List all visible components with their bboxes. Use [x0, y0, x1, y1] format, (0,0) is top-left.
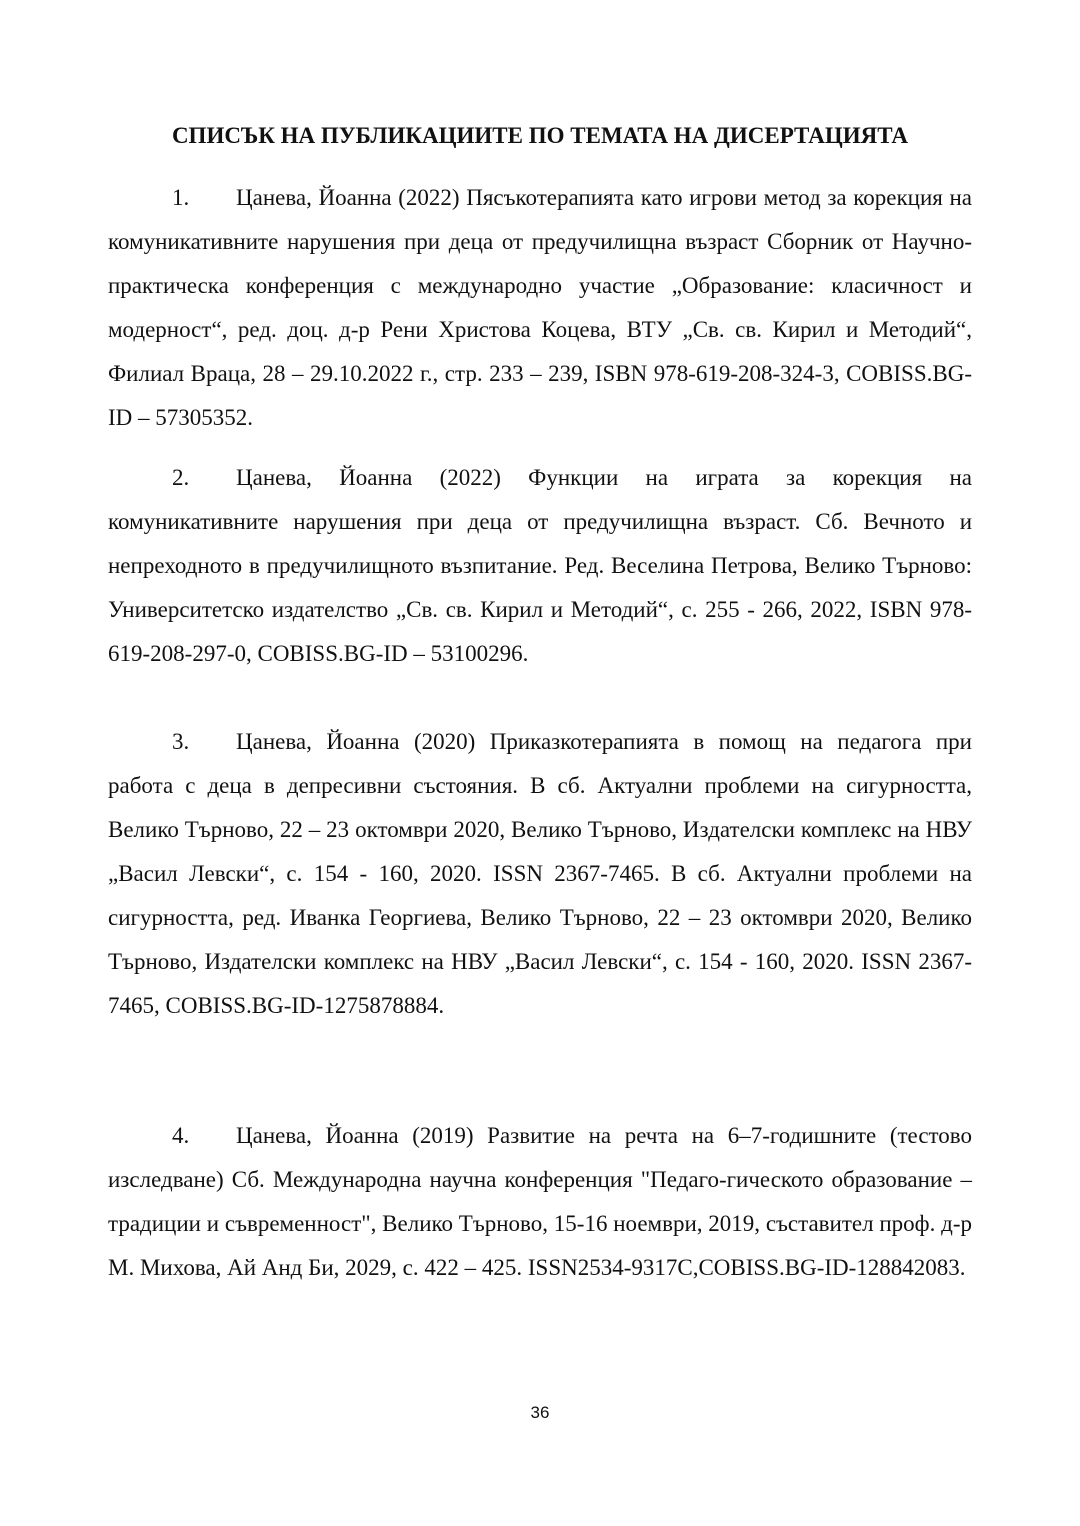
- publication-text-1: Цанева, Йоанна (2022) Пясъкотерапията като игрови метод за корекция на комуникативните нарушения при деца от предучилищна възраст Сборник от Научно-практическа конференция с международно участие „Образование: класичност и модерност“, ред. доц. д-р Рени Христова Коцева, ВТУ „Св. св. Кирил и Методий“, Филиал Враца, 28 – 29.10.2022 г., стр. 233 – 239, ISBN 978-619-208-324-3, COBISS.BG-ID – 57305352.: [108, 185, 972, 430]
- publication-number-1: 1.: [172, 185, 190, 210]
- publication-text-2: Цанева, Йоанна (2022) Функции на играта за корекция на комуникативните нарушения при деца от предучилищна възраст. Сб. Вечното и непреходното в предучилищното възпитание. Ред. Веселина Петрова, Велико Търново: Университетско издателство „Св. св. Кирил и Методий“, с. 255 - 266, 2022, ISBN 978-619-208-297-0, COBISS.BG-ID – 53100296.: [108, 465, 972, 666]
- publication-text-4: Цанева, Йоанна (2019) Развитие на речта на 6–7-годишните (тестово изследване) Сб. Международна научна конференция "Педаго-гическото образование – традиции и съвременност", Велико Търново, 15-16 ноември, 2019, съставител проф. д-р М. Михова, Ай Анд Би, 2029, с. 422 – 425. ISSN2534-9317С,COBISS.BG-ID-128842083.: [108, 1123, 972, 1280]
- publication-entry-4: [108, 1114, 972, 1290]
- publication-number-4: 4.: [172, 1123, 190, 1148]
- publication-entry-2: [108, 456, 972, 676]
- publication-number-2: 2.: [172, 465, 190, 490]
- page-title: СПИСЪК НА ПУБЛИКАЦИИТЕ ПО ТЕМАТА НА ДИСЕРТАЦИЯТА: [171, 123, 909, 148]
- publication-entry-1: [108, 176, 972, 440]
- publication-number-3: 3.: [172, 729, 190, 754]
- page-number: 36: [530, 1403, 550, 1422]
- publication-text-3: Цанева, Йоанна (2020) Приказкотерапията в помощ на педагога при работа с деца в депресивни състояния. В сб. Актуални проблеми на сигурността, Велико Търново, 22 – 23 октомври 2020, Велико Търново, Издателски комплекс на НВУ „Васил Левски“, с. 154 - 160, 2020. ISSN 2367-7465. В сб. Актуални проблеми на сигурността, ред. Иванка Георгиева, Велико Търново, 22 – 23 октомври 2020, Велико Търново, Издателски комплекс на НВУ „Васил Левски“, с. 154 - 160, 2020. ISSN 2367-7465, COBISS.BG-ID-1275878884.: [108, 729, 972, 1018]
- publication-entry-3: [108, 720, 972, 1028]
